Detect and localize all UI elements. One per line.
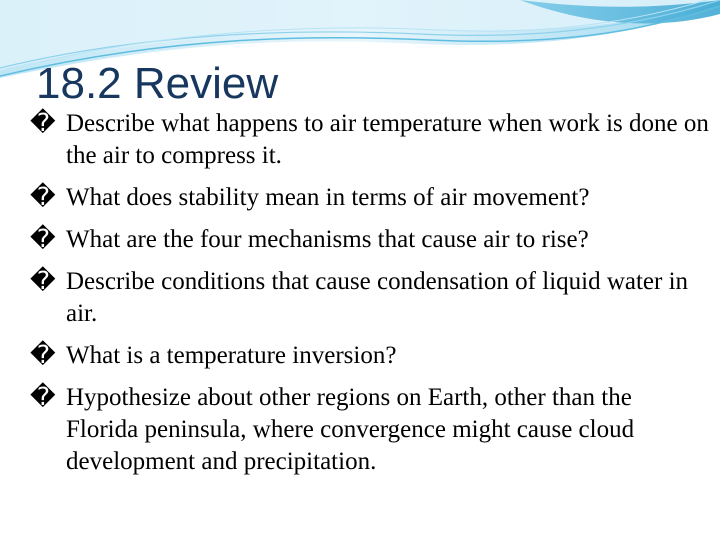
bullet-item — [30, 340, 710, 372]
bullet-marker: � — [30, 110, 56, 137]
bullet-text: Describe what happens to air temperature when work is done on the air to compress it. — [66, 110, 709, 169]
bullet-text: Describe conditions that cause condensation of liquid water in air. — [66, 268, 689, 327]
bullet-text: What are the four mechanisms that cause air to rise? — [66, 226, 589, 253]
bullet-item — [30, 182, 710, 214]
bullet-marker: � — [30, 384, 56, 411]
bullet-marker: � — [30, 184, 56, 211]
bullet-text: What does stability mean in terms of air movement? — [66, 184, 590, 211]
bullet-item — [30, 224, 710, 256]
bullet-marker: � — [30, 268, 56, 295]
bullet-marker: � — [30, 342, 56, 369]
bullet-text: What is a temperature inversion? — [66, 342, 397, 369]
bullet-list — [30, 108, 710, 488]
bullet-marker: � — [30, 226, 56, 253]
bullet-item — [30, 108, 710, 172]
bullet-item — [30, 266, 710, 330]
bullet-text: Hypothesize about other regions on Earth, other than the Florida peninsula, where convergence might cause cloud development and precipitation. — [66, 384, 635, 475]
bullet-item — [30, 382, 710, 478]
slide-title: 18.2 Review — [36, 59, 279, 108]
